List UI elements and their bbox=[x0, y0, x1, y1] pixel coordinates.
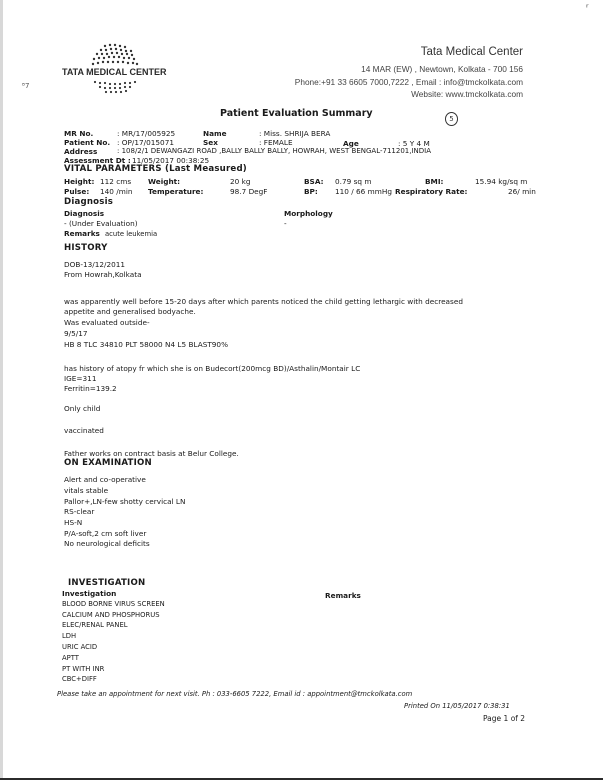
investigation-item: ELEC/RENAL PANEL bbox=[62, 621, 128, 629]
remarks-value: acute leukemia bbox=[105, 230, 158, 238]
history-line: has history of atopy fr which she is on Budecort(200mcg BD)/Asthalin/Montair LC bbox=[64, 364, 361, 373]
investigation-col-label: Investigation bbox=[62, 589, 117, 598]
name-value: : Miss. SHRIJA BERA bbox=[259, 129, 331, 138]
logo-text: TATA MEDICAL CENTER bbox=[62, 67, 167, 77]
org-address: 14 MAR (EW) , Newtown, Kolkata - 700 156 bbox=[361, 64, 523, 74]
age-label: Age bbox=[343, 139, 359, 148]
temperature-label: Temperature: bbox=[148, 187, 204, 196]
bp-label: BP: bbox=[304, 187, 318, 196]
history-line: was apparently well before 15-20 days after which parents noticed the child getting lethargic with decreased bbox=[64, 297, 463, 306]
respiratory-rate-value: 26/ min bbox=[508, 187, 536, 196]
investigation-heading: INVESTIGATION bbox=[68, 578, 146, 588]
mr-label: MR No. bbox=[64, 129, 94, 138]
sex-label: Sex bbox=[203, 138, 218, 147]
handwritten-page-number bbox=[445, 112, 458, 126]
history-line: Was evaluated outside- bbox=[64, 318, 150, 327]
examination-line: Pallor+,LN-few shotty cervical LN bbox=[64, 497, 186, 506]
examination-line: HS-N bbox=[64, 518, 83, 527]
assessment-label: Assessment Dt : bbox=[64, 156, 131, 165]
temperature-value: 98.7 DegF bbox=[230, 187, 268, 196]
history-line: Ferritin=139.2 bbox=[64, 384, 117, 393]
logo-dots-top bbox=[92, 44, 138, 65]
diagnosis-heading: Diagnosis bbox=[64, 197, 114, 207]
investigation-item: URIC ACID bbox=[62, 643, 98, 651]
investigation-item: PT WITH INR bbox=[62, 665, 105, 673]
org-website: Website: www.tmckolkata.com bbox=[411, 89, 523, 99]
diagnosis-sub-label: Diagnosis bbox=[64, 209, 105, 218]
examination-line: No neurological deficits bbox=[64, 539, 150, 548]
age-value: : 5 Y 4 M bbox=[398, 139, 430, 148]
weight-label: Weight: bbox=[148, 177, 181, 186]
history-line: vaccinated bbox=[64, 426, 104, 435]
weight-value: 20 kg bbox=[230, 177, 251, 186]
history-heading: HISTORY bbox=[64, 243, 108, 253]
printed-on: Printed On 11/05/2017 0:38:31 bbox=[404, 702, 510, 710]
history-line: Only child bbox=[64, 404, 101, 413]
name-label: Name bbox=[203, 129, 227, 138]
handwritten-page-number-text: 5 bbox=[449, 115, 454, 123]
history-line: 9/5/17 bbox=[64, 329, 88, 338]
history-line: IGE=311 bbox=[64, 374, 97, 383]
logo-dots-bottom bbox=[94, 81, 136, 93]
scan-edge bbox=[0, 0, 3, 780]
history-line: From Howrah,Kolkata bbox=[64, 270, 142, 279]
bmi-label: BMI: bbox=[425, 177, 444, 186]
examination-line: Alert and co-operative bbox=[64, 475, 146, 484]
pulse-label: Pulse: bbox=[64, 187, 90, 196]
investigation-item: CBC+DIFF bbox=[62, 675, 97, 683]
margin-mark: ᴮ7 bbox=[22, 82, 30, 90]
address-label: Address bbox=[64, 147, 98, 156]
examination-line: RS-clear bbox=[64, 507, 95, 516]
investigation-item: CALCIUM AND PHOSPHORUS bbox=[62, 611, 160, 619]
history-line: DOB-13/12/2011 bbox=[64, 260, 126, 269]
appointment-note: Please take an appointment for next visit. Ph : 033-6605 7222, Email id : appointment@tmckolkata.com bbox=[57, 690, 413, 698]
history-line: appetite and generalised bodyache. bbox=[64, 307, 196, 316]
diagnosis-value: - (Under Evaluation) bbox=[64, 219, 138, 228]
investigation-item: LDH bbox=[62, 632, 77, 640]
history-line: HB 8 TLC 34810 PLT 58000 N4 L5 BLAST90% bbox=[64, 340, 228, 349]
height-value: 112 cms bbox=[100, 177, 132, 186]
bsa-value: 0.79 sq m bbox=[335, 177, 372, 186]
pulse-value: 140 /min bbox=[100, 187, 133, 196]
bp-value: 110 / 66 mmHg bbox=[335, 187, 392, 196]
height-label: Height: bbox=[64, 177, 95, 186]
examination-line: P/A-soft,2 cm soft liver bbox=[64, 529, 147, 538]
investigation-item: APTT bbox=[62, 654, 79, 662]
remarks-label: Remarks bbox=[64, 229, 100, 238]
corner-mark: ʳ bbox=[586, 3, 589, 14]
patient-no-label: Patient No. bbox=[64, 138, 111, 147]
morphology-value: - bbox=[284, 219, 287, 228]
history-line: Father works on contract basis at Belur College. bbox=[64, 449, 239, 458]
sex-value: : FEMALE bbox=[259, 138, 293, 147]
assessment-value: 11/05/2017 00:38:25 bbox=[132, 156, 210, 165]
investigation-item: BLOOD BORNE VIRUS SCREEN bbox=[62, 600, 165, 608]
respiratory-rate-label: Respiratory Rate: bbox=[395, 187, 468, 196]
bmi-value: 15.94 kg/sq m bbox=[475, 177, 528, 186]
page-title: Patient Evaluation Summary bbox=[220, 108, 373, 119]
bsa-label: BSA: bbox=[304, 177, 324, 186]
examination-heading: ON EXAMINATION bbox=[64, 458, 152, 468]
tata-medical-center-logo bbox=[60, 40, 170, 98]
examination-line: vitals stable bbox=[64, 486, 109, 495]
page-number: Page 1 of 2 bbox=[483, 714, 526, 723]
morphology-label: Morphology bbox=[284, 209, 333, 218]
address-value: : 108/2/1 DEWANGAZI ROAD ,BALLY BALLY BALLY, HOWRAH, WEST BENGAL-711201,INDIA bbox=[117, 147, 431, 155]
mr-value: : MR/17/005925 bbox=[117, 129, 176, 138]
org-name: Tata Medical Center bbox=[420, 46, 523, 58]
investigation-remarks-label: Remarks bbox=[325, 591, 361, 600]
patient-no-value: : OP/17/015071 bbox=[117, 138, 174, 147]
org-phone-email: Phone:+91 33 6605 7000,7222 , Email : info@tmckolkata.com bbox=[294, 77, 523, 87]
vitals-heading: VITAL PARAMETERS (Last Measured) bbox=[64, 164, 247, 174]
